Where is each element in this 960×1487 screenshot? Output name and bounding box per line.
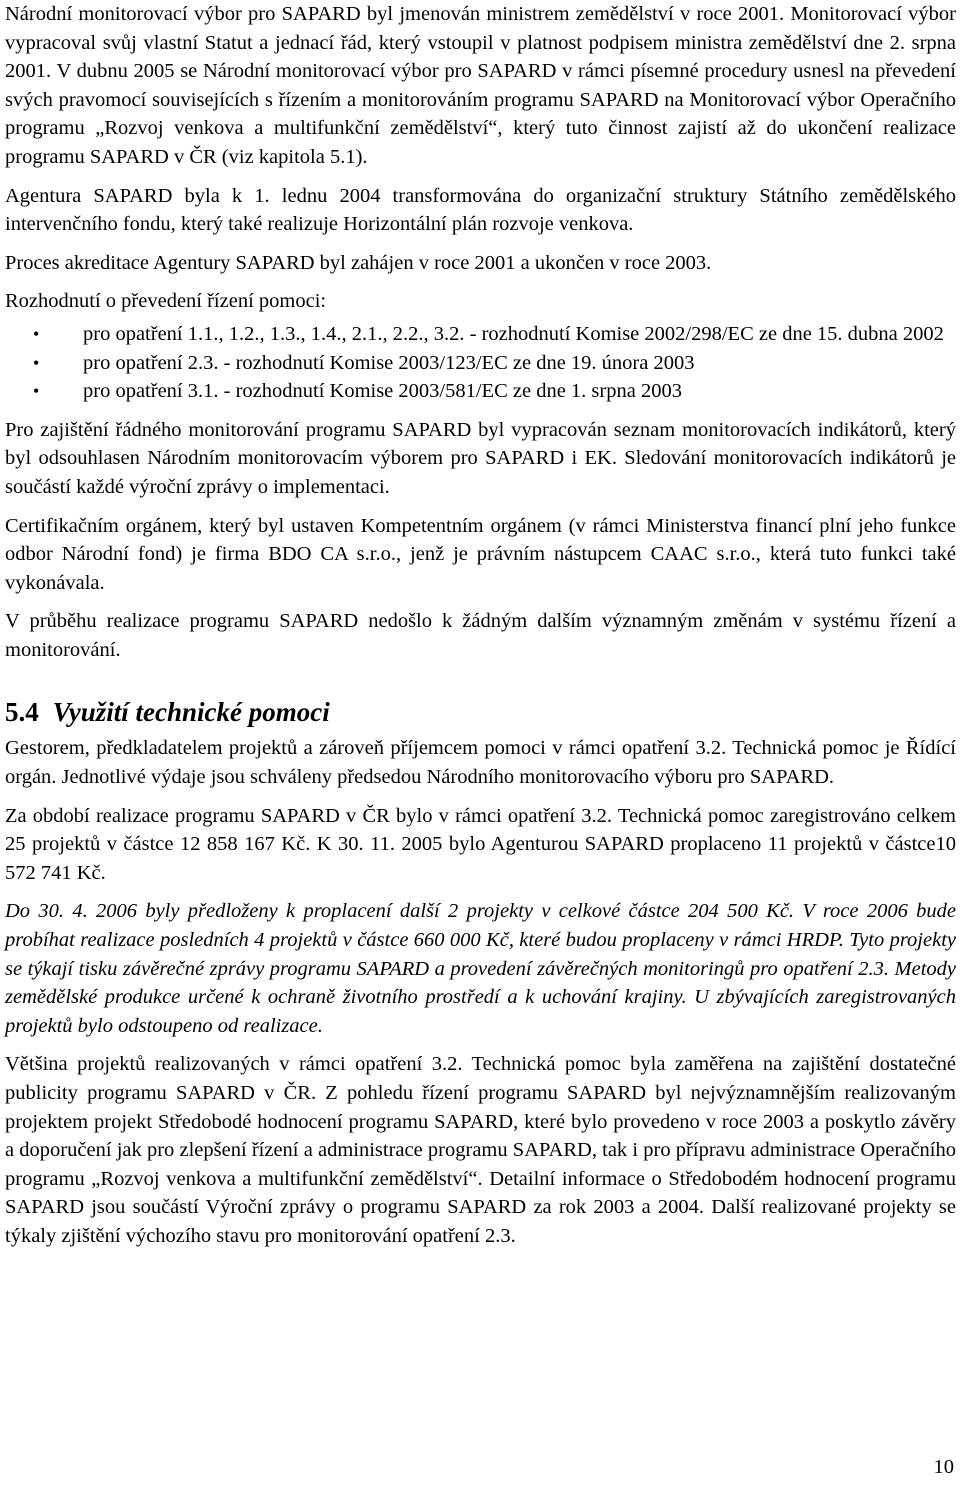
paragraph-monitoring-committee: Národní monitorovací výbor pro SAPARD byl jmenován ministrem zemědělství v roce 2001. Monitorovací výbor vypracoval svůj vlastní Statut a jednací řád, který vstoupil v platnost podpisem ministra zemědělství dne 2. srpna 2001. V dubnu 2005 se Národní monitorovací výbor pro SAPARD v rámci písemné procedury usnesl na převedení svých pravomocí souvisejících s řízením a monitorováním programu SAPARD na Monitorovací výbor Operačního programu „Rozvoj venkova a multifunkční zemědělství“, který tuto činnost zajistí až do ukončení realizace programu SAPARD v ČR (viz kapitola 5.1).	[5, 3, 956, 168]
section-heading	[5, 694, 956, 730]
list-item-text: pro opatření 1.1., 1.2., 1.3., 1.4., 2.1., 2.2., 3.2. - rozhodnutí Komise 2002/298/EC ze dne 15. dubna 2002	[83, 322, 944, 345]
paragraph-agency-transformation: Agentura SAPARD byla k 1. lednu 2004 transformována do organizační struktury Státního zemědělského intervenčního fondu, který také realizuje Horizontální plán rozvoje venkova.	[5, 184, 956, 236]
list-item-text: pro opatření 2.3. - rozhodnutí Komise 2003/123/EC ze dne 19. února 2003	[83, 351, 695, 374]
paragraph-indicators: Pro zajištění řádného monitorování programu SAPARD byl vypracován seznam monitorovacích indikátorů, který byl odsouhlasen Národním monitorovacím výborem pro SAPARD i EK. Sledování monitorovacích indikátorů je součástí každé výroční zprávy o implementaci.	[5, 418, 956, 498]
decision-list	[5, 320, 956, 406]
paragraph-certification: Certifikačním orgánem, který byl ustaven Kompetentním orgánem (v rámci Ministerstva financí plní jeho funkce odbor Národní fond) je firma BDO CA s.r.o., jenž je právním nástupcem CAAC s.r.o., která tuto funkci také vykonávala.	[5, 514, 956, 594]
list-item	[5, 349, 956, 378]
paragraph-italic-update: Do 30. 4. 2006 byly předloženy k proplacení další 2 projekty v celkové částce 204 500 Kč. V roce 2006 bude probíhat realizace posledních 4 projektů v částce 660 000 Kč, které budou proplaceny v rámci HRDP. Tyto projekty se týkají tisku závěrečné zprávy programu SAPARD a provedení závěrečných monitoringů pro opatření 2.3. Metody zemědělské produkce určené k ochraně životního prostředí a k uchování krajiny. U zbývajících zaregistrovaných projektů bylo odstoupeno od realizace.	[5, 900, 956, 1037]
bullet-icon: •	[33, 323, 40, 344]
bullet-icon: •	[33, 381, 40, 402]
section-title: Využití technické pomoci	[52, 697, 330, 728]
paragraph-registered-projects: Za období realizace programu SAPARD v ČR bylo v rámci opatření 3.2. Technická pomoc zaregistrováno celkem 25 projektů v částce 12 858 167 Kč. K 30. 11. 2005 bylo Agenturou SAPARD proplaceno 11 projektů v částce10 572 741 Kč.	[5, 804, 956, 884]
paragraph-accreditation: Proces akreditace Agentury SAPARD byl zahájen v roce 2001 a ukončen v roce 2003.	[5, 251, 712, 274]
paragraph-decision-intro: Rozhodnutí o převedení řízení pomoci:	[5, 290, 327, 313]
paragraph-technical-assistance: Gestorem, předkladatelem projektů a zároveň příjemcem pomoci v rámci opatření 3.2. Technická pomoc je Řídící orgán. Jednotlivé výdaje jsou schváleny předsedou Národního monitorovacího výboru pro SAPARD.	[5, 737, 956, 789]
list-item	[5, 377, 956, 406]
bullet-icon: •	[33, 352, 40, 373]
document-page	[5, 0, 956, 1261]
page-number: 10	[933, 1456, 954, 1478]
section-number: 5.4	[5, 697, 39, 728]
paragraph-no-changes: V průběhu realizace programu SAPARD nedošlo k žádným dalším významným změnám v systému řízení a monitorování.	[5, 610, 956, 661]
list-item	[5, 320, 956, 349]
list-item-text: pro opatření 3.1. - rozhodnutí Komise 2003/581/EC ze dne 1. srpna 2003	[83, 380, 682, 403]
paragraph-publicity-projects: Většina projektů realizovaných v rámci opatření 3.2. Technická pomoc byla zaměřena na zajištění dostatečné publicity programu SAPARD v ČR. Z pohledu řízení programu SAPARD byl nejvýznamnějším realizovaným projektem projekt Středobodé hodnocení programu SAPARD, které bylo provedeno v roce 2003 a poskytlo závěry a doporučení jak pro zlepšení řízení a administrace programu SAPARD, tak i pro přípravu administrace Operačního programu „Rozvoj venkova a multifunkční zemědělství“. Detailní informace o Středobodém hodnocení programu SAPARD jsou součástí Výroční zprávy o programu SAPARD za rok 2003 a 2004. Další realizované projekty se týkaly zjištění výchozího stavu pro monitorování opatření 2.3.	[5, 1053, 956, 1247]
